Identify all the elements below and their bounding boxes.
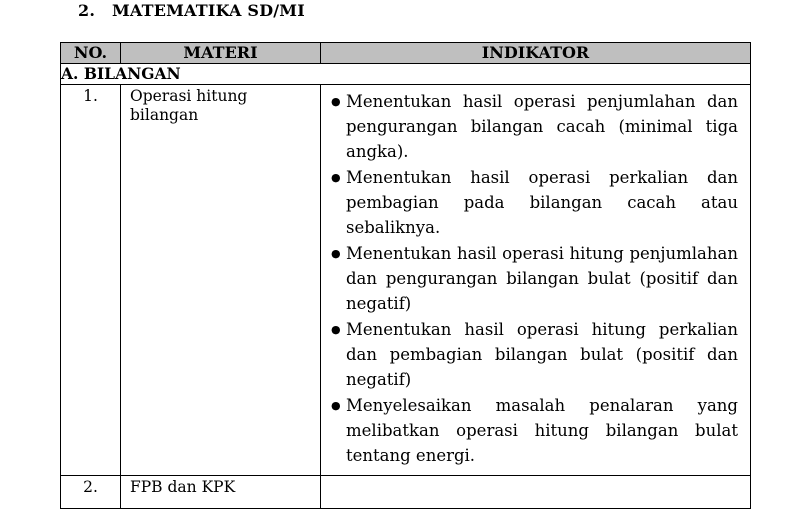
row-materi: Operasi hitung bilangan [121, 85, 321, 476]
indicator-table [60, 42, 751, 509]
bullet-icon: ● [331, 399, 341, 412]
next-row-number: 2. [61, 476, 121, 509]
next-row-indikator [321, 476, 751, 509]
indicator-item [331, 317, 738, 392]
header-no: NO. [61, 43, 121, 64]
section-title [78, 0, 305, 22]
indicator-list [331, 89, 738, 468]
header-indikator: INDIKATOR [321, 43, 751, 64]
indicator-text: Menentukan hasil operasi penjumlahan dan pengurangan bilangan cacah (minimal tiga angka). [346, 92, 738, 161]
bullet-icon: ● [331, 247, 341, 260]
bullet-icon: ● [331, 171, 341, 184]
section-number: 2. [78, 1, 96, 20]
indicator-item [331, 165, 738, 240]
next-row-materi: FPB dan KPK [121, 476, 321, 509]
indicator-item [331, 393, 738, 468]
header-materi: MATERI [121, 43, 321, 64]
table-row [61, 85, 751, 476]
bullet-icon: ● [331, 95, 341, 108]
table-header-row [61, 43, 751, 64]
row-indikator [321, 85, 751, 476]
table-row-next [61, 476, 751, 509]
indicator-item [331, 241, 738, 316]
row-number: 1. [61, 85, 121, 476]
category-label: A. BILANGAN [61, 64, 751, 85]
section-title-text: MATEMATIKA SD/MI [112, 1, 305, 20]
indicator-text: Menyelesaikan masalah penalaran yang melibatkan operasi hitung bilangan bulat tentang energi. [346, 396, 738, 465]
indicator-text: Menentukan hasil operasi perkalian dan pembagian pada bilangan cacah atau sebaliknya. [346, 168, 738, 237]
indicator-text: Menentukan hasil operasi hitung perkalian dan pembagian bilangan bulat (positif dan negatif) [346, 320, 738, 389]
category-row [61, 64, 751, 85]
indicator-item [331, 89, 738, 164]
bullet-icon: ● [331, 323, 341, 336]
indicator-text: Menentukan hasil operasi hitung penjumlahan dan pengurangan bilangan bulat (positif dan negatif) [346, 244, 738, 313]
